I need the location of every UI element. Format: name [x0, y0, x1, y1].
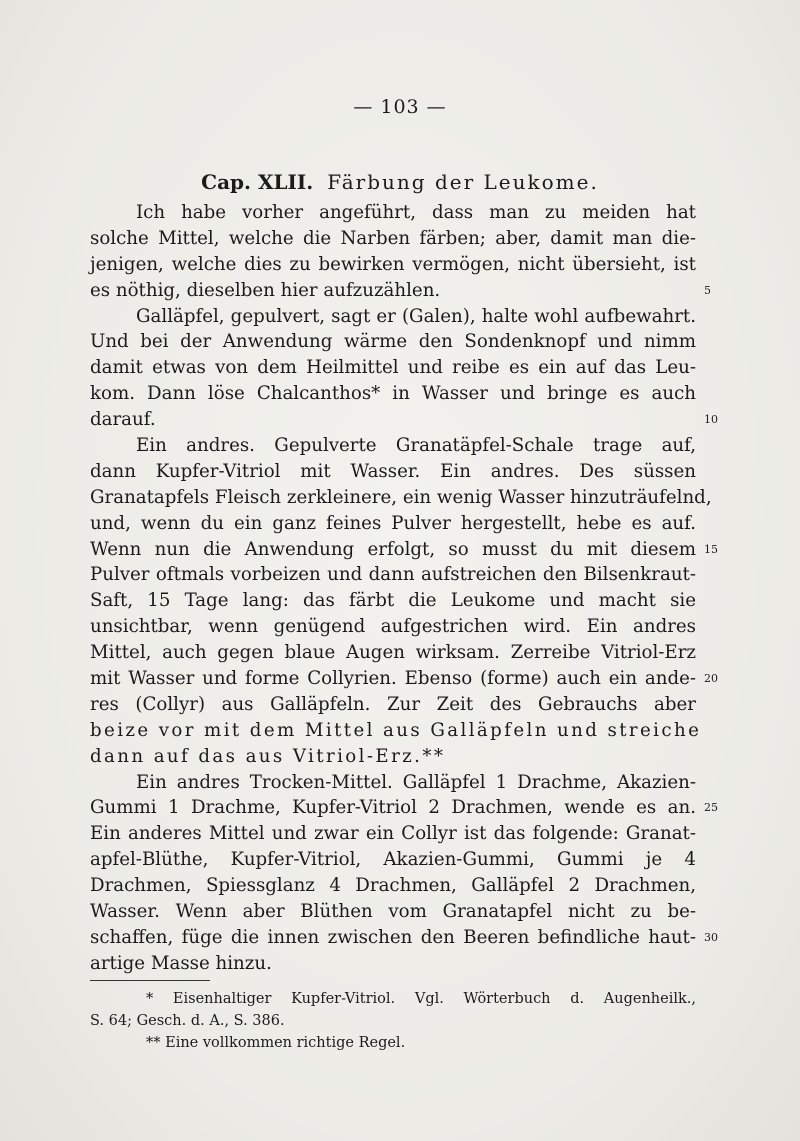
page-number: — 103 — — [353, 96, 447, 118]
text-line — [90, 278, 711, 304]
text-line — [90, 744, 696, 770]
line-number: 30 — [704, 930, 718, 944]
text-line — [90, 873, 696, 899]
text-line-content: artige Masse hinzu. — [90, 952, 272, 974]
text-line-content: Drachmen, Spiessglanz 4 Drachmen, Galläpfel 2 Drachmen, — [90, 875, 696, 897]
text-line-content: dann auf das aus Vitriol-Erz.** — [90, 745, 446, 767]
line-number: 25 — [704, 801, 718, 815]
footnote-rule — [90, 980, 210, 981]
body-text — [90, 200, 718, 977]
text-line — [90, 355, 696, 381]
text-line-content: Ein anderes Mittel und zwar ein Collyr ist das folgende: Granat- — [90, 823, 696, 845]
footnote-line: ** Eine vollkommen richtige Regel. — [146, 1035, 406, 1051]
text-line-content: Ein andres Trocken-Mittel. Galläpfel 1 Drachme, Akazien- — [136, 771, 696, 793]
text-line-content: Ich habe vorher angeführt, dass man zu meiden hat — [136, 202, 696, 223]
text-line — [90, 511, 696, 537]
text-line — [90, 200, 696, 226]
text-line-content: solche Mittel, welche die Narben färben; aber, damit man die- — [90, 227, 696, 249]
text-line — [90, 433, 696, 459]
text-line-content: res (Collyr) aus Galläpfeln. Zur Zeit des Gebrauchs aber — [90, 693, 696, 715]
text-line — [90, 562, 696, 588]
footnote-line: * Eisenhaltiger Kupfer-Vitriol. Vgl. Wörterbuch d. Augenheilk., — [146, 991, 696, 1007]
text-line-content: mit Wasser und forme Collyrien. Ebenso (forme) auch ein ande- — [90, 668, 696, 690]
text-line — [90, 537, 718, 563]
text-line-content: Ein andres. Gepulverte Granatäpfel-Schale trage auf, — [136, 435, 696, 457]
text-line-content: Pulver oftmals vorbeizen und dann aufstreichen den Bilsenkraut- — [90, 564, 696, 586]
text-line-content: Gummi 1 Drachme, Kupfer-Vitriol 2 Drachmen, wende es an. — [90, 797, 696, 819]
text-line — [90, 226, 696, 252]
line-number: 20 — [704, 672, 718, 686]
footnote-line: S. 64; Gesch. d. A., S. 386. — [90, 1013, 285, 1029]
text-line-content: Granatapfels Fleisch zerkleinere, ein wenig Wasser hinzuträufelnd, — [90, 486, 712, 508]
text-line — [90, 925, 718, 951]
text-line — [90, 588, 696, 614]
chapter-number: Cap. XLII. — [201, 170, 314, 194]
text-line-content: schaffen, füge die innen zwischen den Beeren befindliche haut- — [90, 926, 696, 948]
text-line — [90, 640, 696, 666]
text-line — [90, 847, 696, 873]
text-line-content: es nöthig, dieselben hier aufzuzählen. — [90, 279, 441, 301]
text-line-content: beize vor mit dem Mittel aus Galläpfeln und streiche — [90, 719, 702, 741]
text-line — [90, 614, 696, 640]
text-line — [90, 666, 718, 692]
chapter-title: Färbung der Leukome. — [327, 170, 599, 194]
text-line — [90, 485, 712, 511]
footnotes — [90, 988, 696, 1054]
text-line — [90, 304, 696, 330]
text-line — [90, 381, 696, 407]
text-line-content: Und bei der Anwendung wärme den Sondenknopf und nimm — [90, 331, 696, 353]
text-line-content: und, wenn du ein ganz feines Pulver hergestellt, hebe es auf. — [90, 512, 696, 534]
text-line — [90, 821, 696, 847]
text-line-content: kom. Dann löse Chalcanthos* in Wasser und bringe es auch — [90, 383, 696, 405]
text-line — [90, 718, 702, 744]
text-line-content: Mittel, auch gegen blaue Augen wirksam. Zerreibe Vitriol-Erz — [90, 642, 696, 664]
text-line-content: Galläpfel, gepulvert, sagt er (Galen), halte wohl aufbewahrt. — [136, 305, 696, 327]
text-line-content: damit etwas von dem Heilmittel und reibe es ein auf das Leu- — [90, 357, 696, 379]
text-line — [90, 899, 696, 925]
line-number: 10 — [704, 413, 718, 427]
text-line-content: jenigen, welche dies zu bewirken vermögen, nicht übersieht, ist — [90, 253, 696, 275]
text-line-content: apfel-Blüthe, Kupfer-Vitriol, Akazien-Gummi, Gummi je 4 — [90, 849, 696, 871]
text-line — [90, 407, 718, 433]
text-line-content: Wenn nun die Anwendung erfolgt, so musst du mit diesem — [90, 538, 696, 560]
text-line-content: darauf. — [90, 409, 156, 431]
text-line-content: Wasser. Wenn aber Blüthen vom Granatapfel nicht zu be- — [90, 901, 696, 923]
text-line-content: dann Kupfer-Vitriol mit Wasser. Ein andres. Des süssen — [90, 460, 696, 482]
text-line — [90, 252, 696, 278]
text-line-content: unsichtbar, wenn genügend aufgestrichen wird. Ein andres — [90, 616, 696, 638]
text-line — [90, 795, 718, 821]
text-line — [90, 459, 696, 485]
line-number: 5 — [704, 283, 711, 297]
text-line — [90, 951, 696, 977]
chapter-heading — [0, 170, 800, 194]
text-line-content: Saft, 15 Tage lang: das färbt die Leukome und macht sie — [90, 590, 696, 612]
text-line — [90, 329, 696, 355]
text-line — [90, 692, 696, 718]
text-line — [90, 770, 696, 796]
line-number: 15 — [704, 542, 718, 556]
